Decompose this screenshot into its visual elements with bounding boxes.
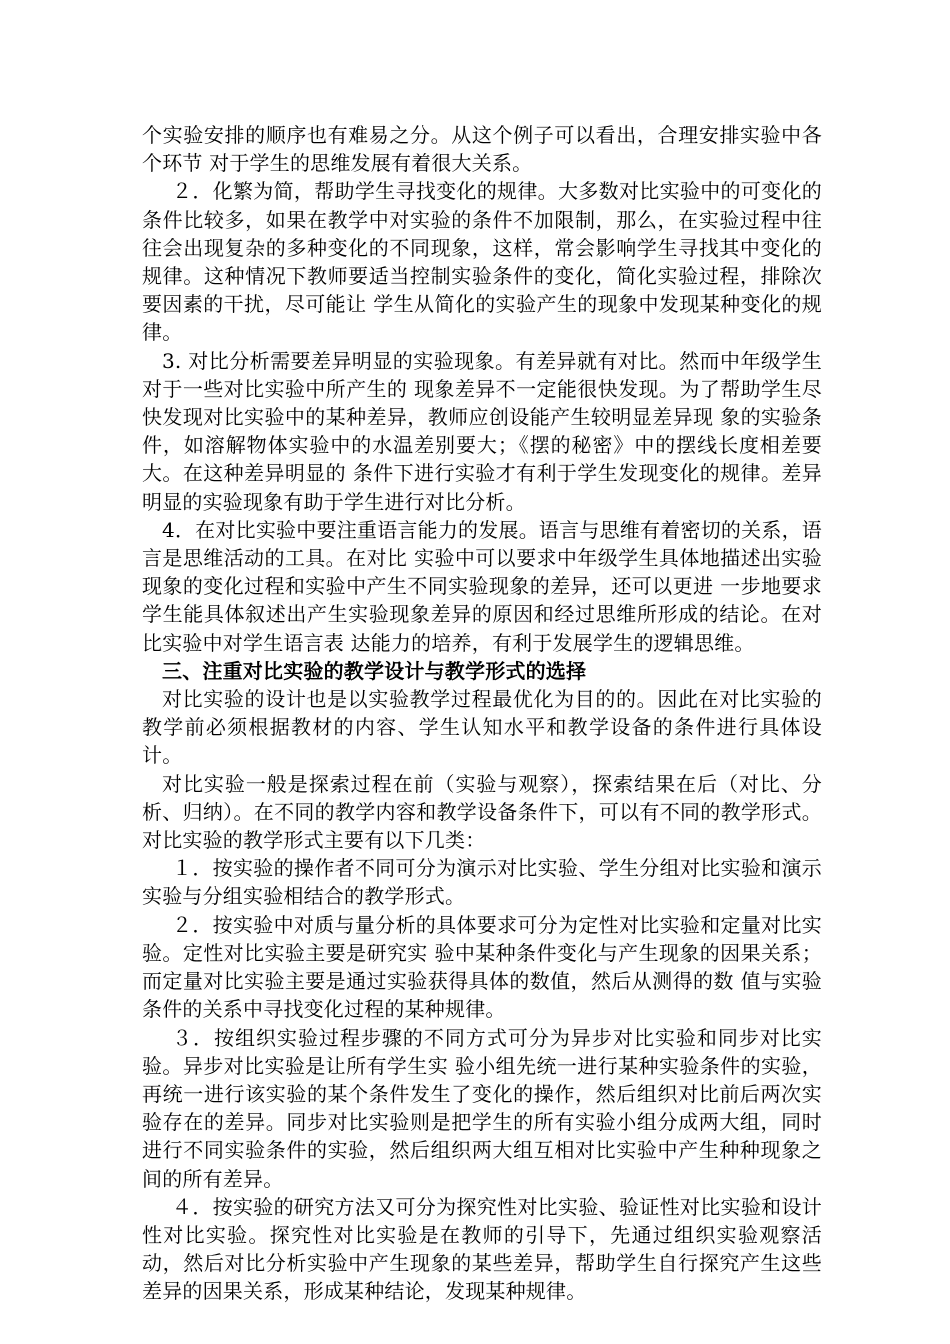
paragraph-point-3: 3. 对比分析需要差异明显的实验现象。有差异就有对比。然而中年级学生对于一些对比实验中所产生的 现象差异不一定能很快发现。为了帮助学生尽快发现对比实验中的某种差异，教师应创设能产生较明显差异现 象的实验条件，如溶解物体实验中的水温差别要大；《摆的秘密》中的摆线长度相差要大。在这种差异明显的 条件下进行实验才有利于学生发现变化的规律。差异明显的实验现象有助于学生进行对比分析。 bbox=[142, 348, 822, 514]
section-heading-3: 三、注重对比实验的教学设计与教学形式的选择 bbox=[162, 658, 587, 683]
paragraph-form-1: １．按实验的操作者不同可分为演示对比实验、学生分组对比实验和演示实验与分组实验相结合的教学形式。 bbox=[142, 856, 822, 909]
paragraph-forms-intro: 对比实验一般是探索过程在前（实验与观察），探索结果在后（对比、分析、归纳）。在不同的教学内容和教学设备条件下，可以有不同的教学形式。对比实验的教学形式主要有以下几类： bbox=[142, 771, 822, 853]
paragraph-form-3: ３．按组织实验过程步骤的不同方式可分为异步对比实验和同步对比实验。异步对比实验是让所有学生实 验小组先统一进行某种实验条件的实验，再统一进行该实验的某个条件发生了变化的操作，然后组织对比前后两次实验存在的差异。同步对比实验则是把学生的所有实验小组分成两大组，同时进行不同实验条件的实验，然后组织两大组互相对比实验中产生种种现象之间的所有差异。 bbox=[142, 1025, 822, 1191]
paragraph-design-intro: 对比实验的设计也是以实验教学过程最优化为目的的。因此在对比实验的教学前必须根据教材的内容、学生认知水平和教学设备的条件进行具体设计。 bbox=[142, 687, 822, 768]
paragraph-continuation: 个实验安排的顺序也有难易之分。从这个例子可以看出，合理安排实验中各个环节 对于学生的思维发展有着很大关系。 bbox=[142, 123, 822, 176]
paragraph-form-2: ２．按实验中对质与量分析的具体要求可分为定性对比实验和定量对比实验。定性对比实验主要是研究实 验中某种条件变化与产生现象的因果关系；而定量对比实验主要是通过实验获得具体的数值，然后从测得的数 值与实验条件的关系中寻找变化过程的某种规律。 bbox=[142, 912, 822, 1022]
paragraph-form-4: ４．按实验的研究方法又可分为探究性对比实验、验证性对比实验和设计性对比实验。探究性对比实验是在教师的引导下，先通过组织实验观察活动，然后对比分析实验中产生现象的某些差异，帮助学生自行探究产生这些差异的因果关系，形成某种结论，发现某种规律。 bbox=[142, 1194, 822, 1304]
document-page bbox=[142, 121, 822, 1306]
paragraph-point-2: ２．化繁为简，帮助学生寻找变化的规律。大多数对比实验中的可变化的条件比较多，如果在教学中对实验的条件不加限制，那么，在实验过程中往往会出现复杂的多种变化的不同现象，这样，常会影响学生寻找其中变化的规律。这种情况下教师要适当控制实验条件的变化，简化实验过程，排除次要因素的干扰，尽可能让 学生从简化的实验产生的现象中发现某种变化的规律。 bbox=[142, 179, 822, 345]
paragraph-point-4: 4．在对比实验中要注重语言能力的发展。语言与思维有着密切的关系，语言是思维活动的工具。在对比 实验中可以要求中年级学生具体地描述出实验现象的变化过程和实验中产生不同实验现象的差异，还可以更进 一步地要求学生能具体叙述出产生实验现象差异的原因和经过思维所形成的结论。在对比实验中对学生语言表 达能力的培养，有利于发展学生的逻辑思维。 bbox=[142, 517, 822, 655]
